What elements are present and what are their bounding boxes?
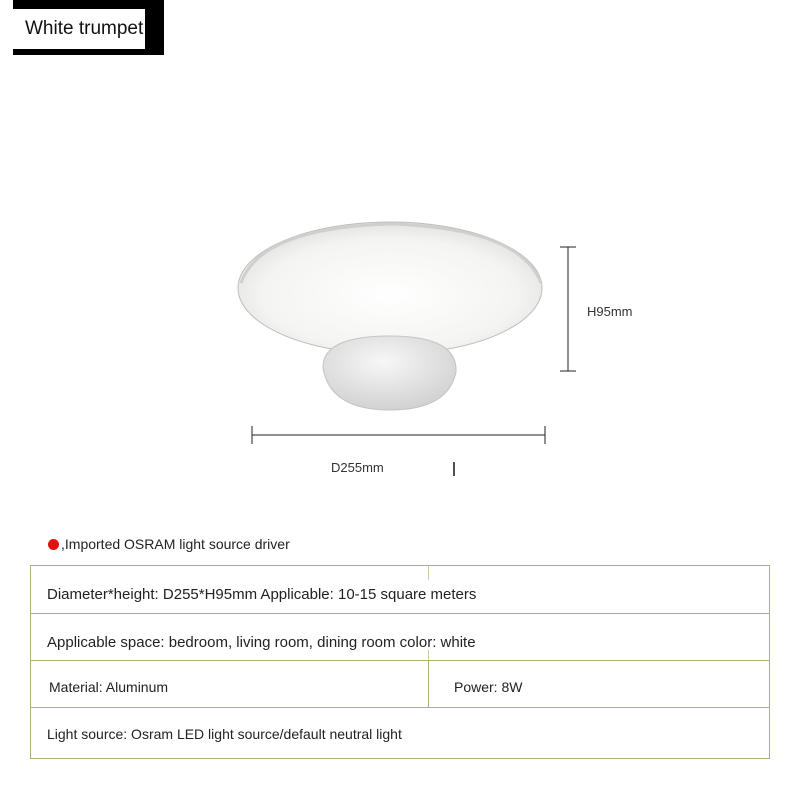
height-label: H95mm (587, 304, 633, 319)
product-title: White trumpet (13, 9, 145, 49)
spec-light-source: Light source: Osram LED light source/default neutral light (47, 726, 402, 742)
spec-material: Material: Aluminum (49, 679, 169, 695)
diameter-label: D255mm (331, 460, 384, 475)
spec-power: Power: 8W (454, 679, 523, 695)
feature-text: ,Imported OSRAM light source driver (61, 536, 290, 552)
table-row (31, 566, 769, 614)
table-row (31, 708, 769, 758)
table-row (31, 614, 769, 661)
bullet-dot-icon (48, 539, 59, 550)
table-row (31, 661, 769, 708)
spec-space: Applicable space: bedroom, living room, dining room color: white (47, 634, 476, 651)
spec-dimensions: Diameter*height: D255*H95mm Applicable: 10-15 square meters (47, 586, 477, 603)
spec-table (30, 565, 770, 759)
lamp-dome (323, 336, 456, 410)
feature-bullet (48, 536, 290, 552)
